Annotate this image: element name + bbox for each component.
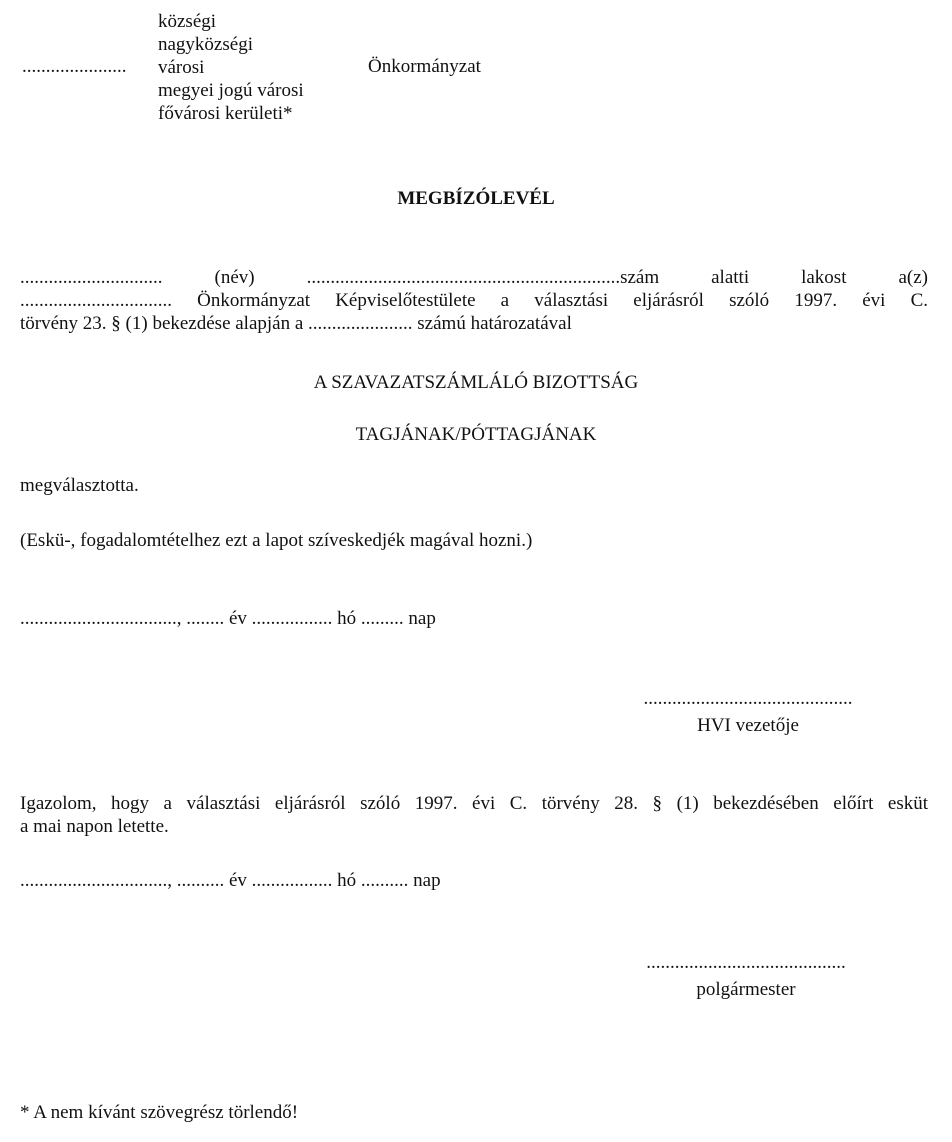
onkormanyzat-label: Önkormányzat xyxy=(368,56,481,77)
paragraph-line: a mai napon letette. xyxy=(20,816,169,837)
footnote: * A nem kívánt szövegrész törlendő! xyxy=(20,1102,299,1123)
municipality-type-option: fővárosi kerületi* xyxy=(158,103,293,124)
municipality-type-option: megyei jogú városi xyxy=(158,80,304,101)
municipality-name-blank: ...................... xyxy=(22,56,127,77)
date-line: ..............................., .......... év ................. hó .......... nap xyxy=(20,870,441,891)
member-heading: TAGJÁNAK/PÓTTAGJÁNAK xyxy=(355,424,597,445)
committee-heading: A SZAVAZATSZÁMLÁLÓ BIZOTTSÁG xyxy=(313,372,639,393)
mayor-signature-block xyxy=(620,952,872,1002)
certification-paragraph xyxy=(20,792,928,838)
appointment-paragraph xyxy=(20,266,928,335)
signature-label: polgármester xyxy=(696,978,796,1000)
signature-line: .......................................... xyxy=(646,952,846,973)
municipality-type-option: városi xyxy=(158,57,205,78)
paragraph-line: .............................. (név) ..................................................................szám alatti lakost a(z) xyxy=(20,267,928,288)
paragraph-line: ................................ Önkormányzat Képviselőtestülete a választási eljárásról szóló 1997. évi C. xyxy=(20,290,928,311)
signature-line: ............................................ xyxy=(643,688,853,709)
municipality-type-list xyxy=(158,10,304,125)
hvi-signature-block xyxy=(617,688,879,738)
elected-text: megválasztotta. xyxy=(20,475,139,496)
municipality-type-option: nagyközségi xyxy=(158,34,253,55)
signature-label: HVI vezetője xyxy=(697,714,799,736)
date-line: ................................., ........ év ................. hó ......... nap xyxy=(20,608,436,629)
paragraph-line: Igazolom, hogy a választási eljárásról szóló 1997. évi C. törvény 28. § (1) bekezdésében előírt esküt xyxy=(20,793,928,814)
document-title: MEGBÍZÓLEVÉL xyxy=(397,188,555,209)
paragraph-line: törvény 23. § (1) bekezdése alapján a ...................... számú határozatával xyxy=(20,313,572,334)
instruction-note: (Eskü-, fogadalomtételhez ezt a lapot szíveskedjék magával hozni.) xyxy=(20,530,533,551)
municipality-type-option: községi xyxy=(158,11,217,32)
